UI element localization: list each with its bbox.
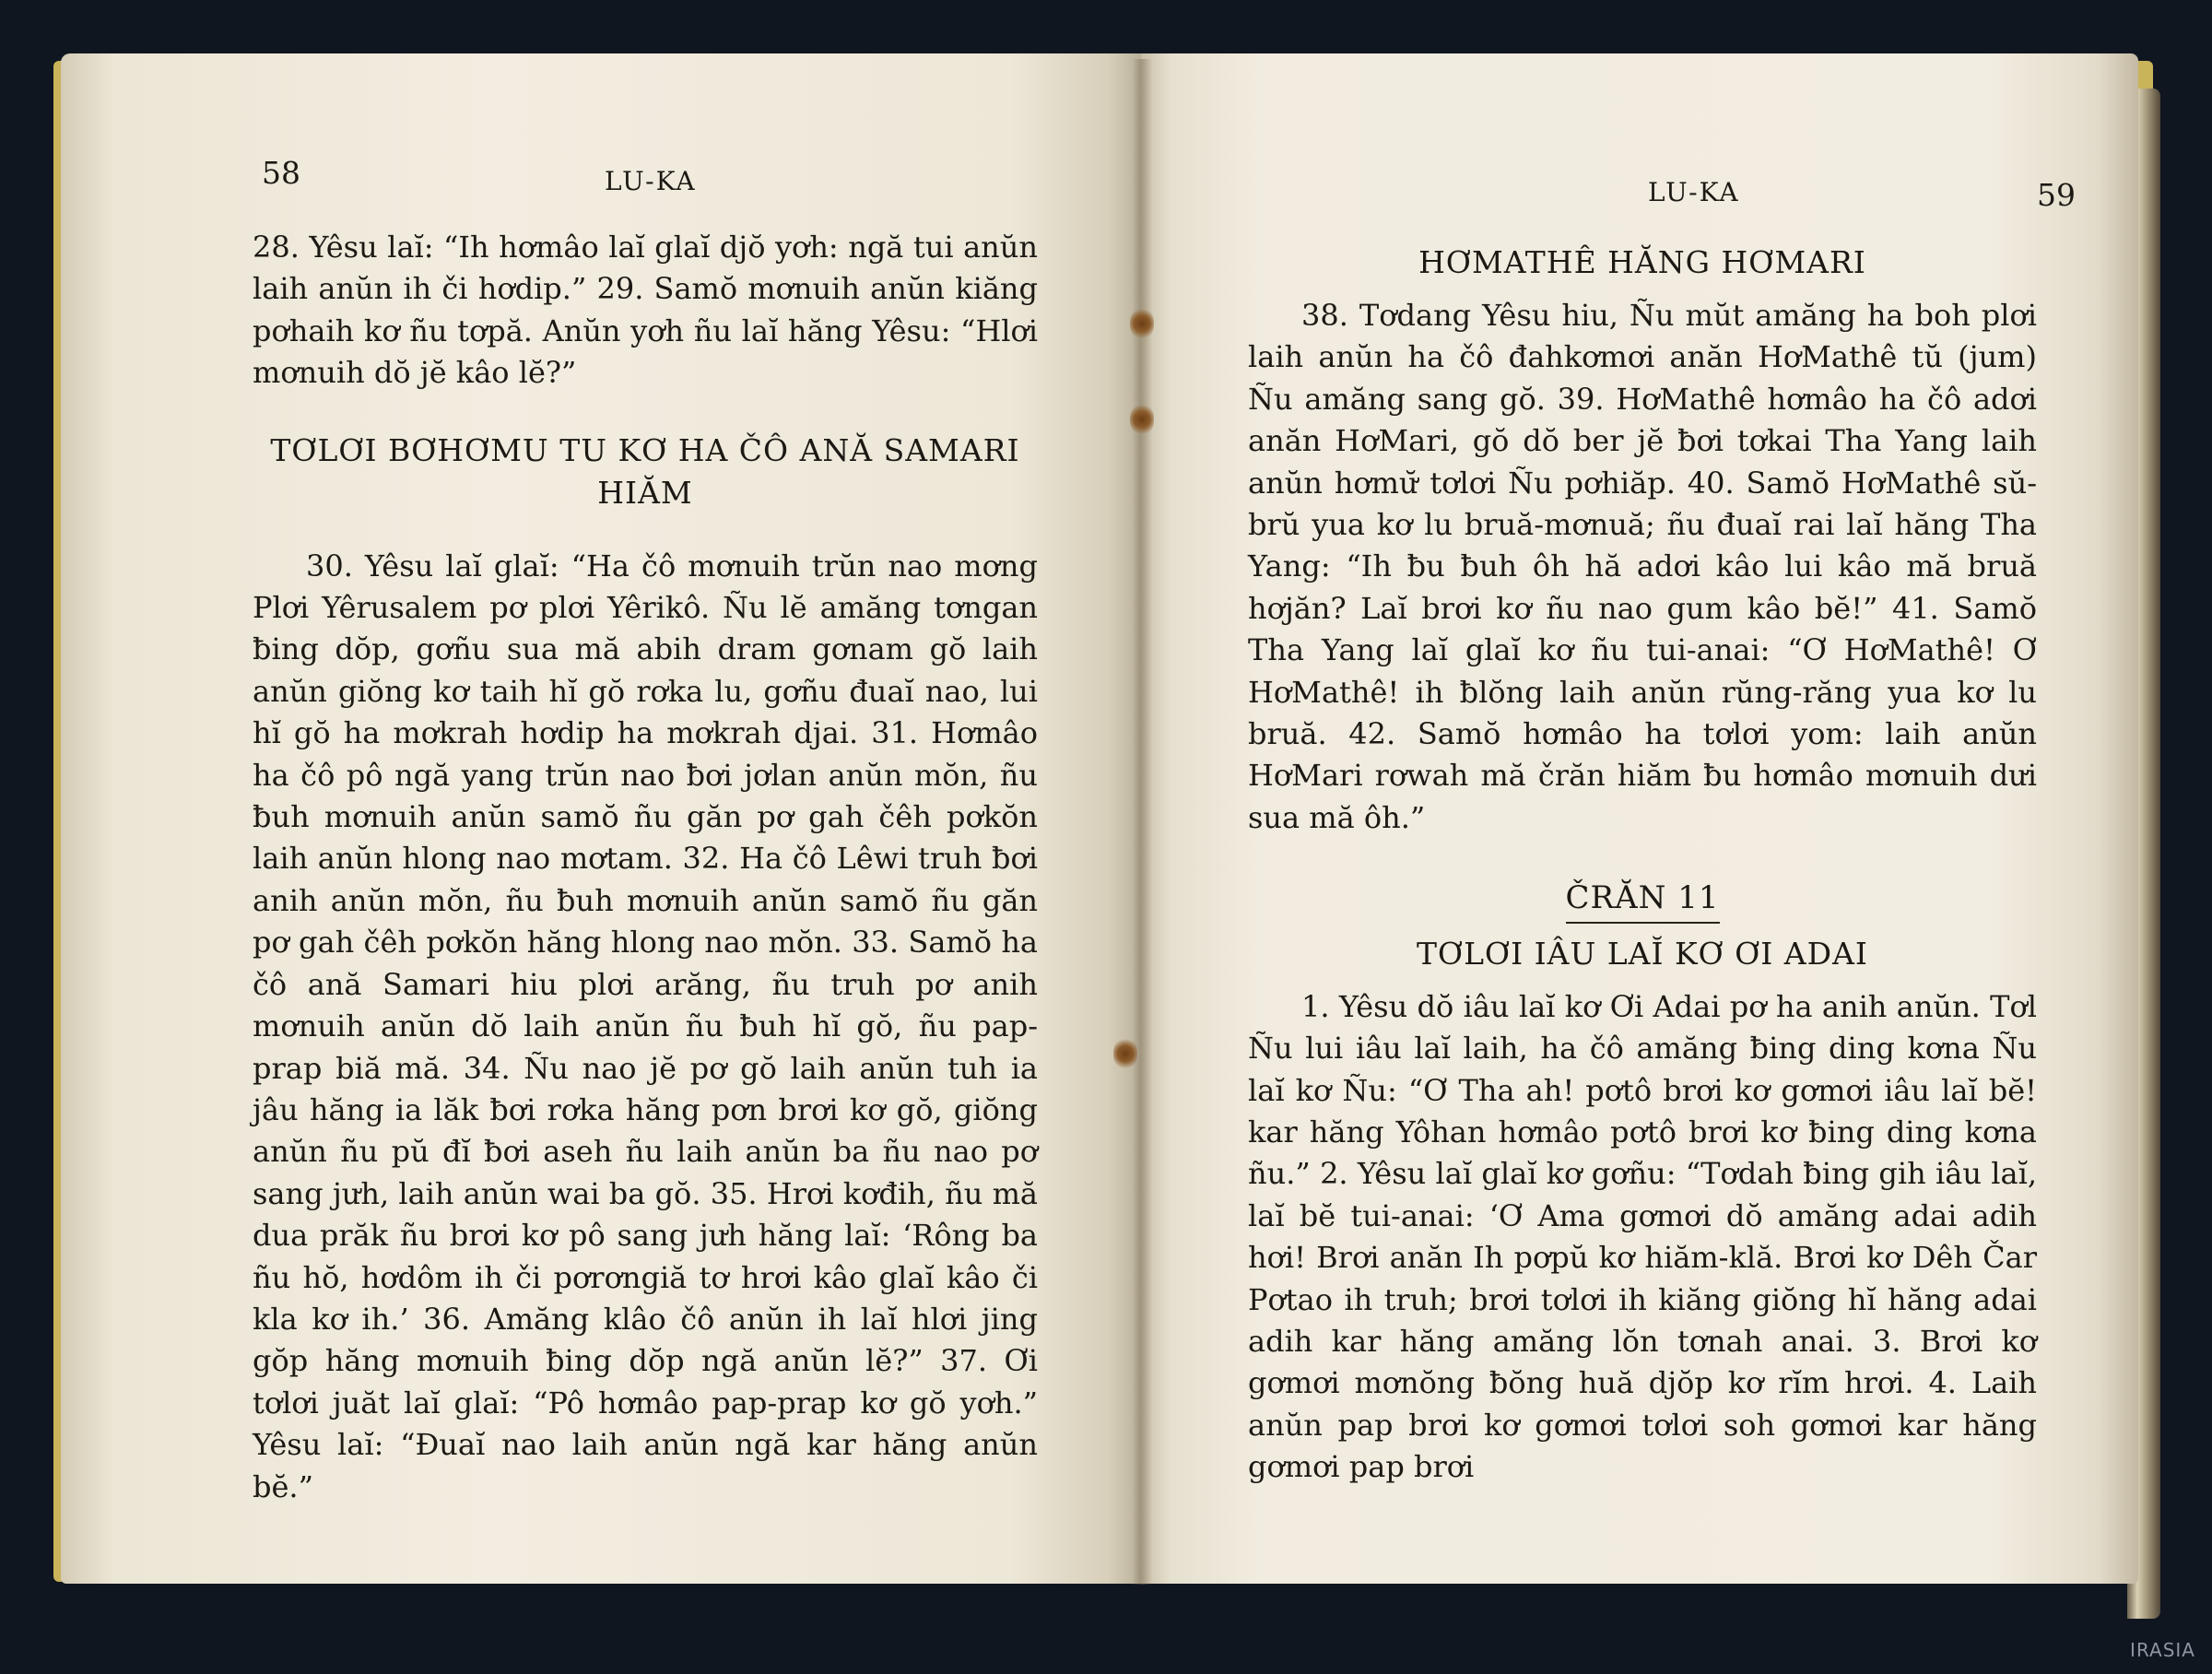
left-page-number: 58 [262, 155, 300, 191]
binding-stain-top [1130, 308, 1154, 339]
watermark: IRASIA [2130, 1639, 2195, 1661]
book-gutter [1132, 59, 1152, 1585]
section-title-martha-mary: HƠMATHÊ HĂNG HƠMARI [1418, 244, 1866, 280]
binding-stain-bottom [1113, 1038, 1137, 1069]
right-running-head: LU-KA [1648, 177, 1740, 207]
left-running-head: LU-KA [605, 166, 697, 196]
paragraph-intro: 28. Yêsu laĭ: “Ih hơmâo laĭ glaĭ djŏ yơh: ngă tui anŭn laih anŭn ih či hơdip.” 29. Samŏ mơnuih anŭn kiăng pơhaih kơ ñu tơpă. Anŭn yơh ñu laĭ hăng Yêsu: “Hlơi mơnuih dŏ jĕ kâo lĕ?” [253, 230, 1038, 391]
right-text-block [1248, 232, 2037, 1489]
section-title-samaritan: TƠLƠI BƠHƠMU TU KƠ HA ČÔ ANĂ SAMARI HIĂM [270, 431, 1020, 511]
left-page [61, 53, 1141, 1584]
chapter-heading-label: ČRĂN 11 [1566, 878, 1720, 923]
paragraph-samaritan: 30. Yêsu laĭ glaĭ: “Ha čô mơnuih trŭn nao mơng Plơi Yêrusalem pơ plơi Yêrikô. Ñu lĕ amăng tơngan ƀing dŏp, gơñu sua mă abih dram gơnam gŏ laih anŭn giŏng kơ taih hĭ gŏ rơka lu, gơñu đuaĭ nao, lui hĭ gŏ ha mơkrah hơdip ha mơkrah djai. 31. Hơmâo ha čô pô ngă yang trŭn nao ƀơi jơlan anŭn mŏn, ñu ƀuh mơnuih anŭn samŏ ñu găn pơ gah čêh pơkŏn laih anŭn hlong nao mơtam. 32. Ha čô Lêwi truh ƀơi anih anŭn mŏn, ñu ƀuh mơnuih anŭn samŏ ñu găn pơ gah čêh pơkŏn hăng hlong nao mŏn. 33. Samŏ ha čô ană Samari hiu plơi arăng, ñu truh pơ anih mơnuih anŭn dŏ laih anŭn ñu ƀuh hĭ gŏ, ñu pap-prap biă mă. 34. Ñu nao jĕ pơ gŏ laih anŭn tuh ia jâu hăng ia lăk ƀơi rơka hăng pơn brơi kơ gŏ, giŏng anŭn ñu pŭ đĭ ƀơi aseh ñu laih anŭn ba ñu nao pơ sang jưh, laih anŭn wai ba gŏ. 35. Hrơi kơđih, ñu mă dua prăk ñu brơi kơ pô sang jưh hăng laĭ: ‘Rông ba ñu hŏ, hơdôm ih či pơrơngiă tơ hrơi kâo glaĭ kâo či kla kơ ih.’ 36. Amăng klâo čô anŭn ih laĭ hlơi jing gŏp hăng mơnuih ƀing dŏp ngă anŭn lĕ?” 37. Ơi tơlơi juăt laĭ glaĭ: “Pô hơmâo pap-prap kơ gŏ yơh.” Yêsu laĭ: “Đuaĭ nao laih anŭn ngă kar hăng anŭn bĕ.” [253, 548, 1038, 1504]
right-page-number: 59 [2037, 177, 2076, 213]
section-title-prayer: TƠLƠI IÂU LAĬ KƠ ƠI ADAI [1417, 935, 1868, 972]
right-page [1141, 53, 2138, 1584]
binding-stain-middle [1130, 404, 1154, 435]
open-book [53, 53, 2164, 1587]
paragraph-martha-mary: 38. Tơdang Yêsu hiu, Ñu mŭt amăng ha boh plơi laih anŭn ha čô đahkơmơi anăn HơMathê tŭ (jum) Ñu amăng sang gŏ. 39. HơMathê hơmâo ha čô adơi anăn HơMari, gŏ dŏ ber jĕ ƀơi tơkai Tha Yang laih anŭn hơmư̆ tơlơi Ñu pơhiăp. 40. Samŏ HơMathê sŭ-brŭ yua kơ lu bruă-mơnuă; ñu đuaĭ rai laĭ hăng Tha Yang: “Ih ƀu ƀuh ôh hă adơi kâo lui kâo mă bruă hơjăn? Laĭ brơi kơ ñu nao gum kâo bĕ!” 41. Samŏ Tha Yang laĭ glaĭ kơ ñu tui-anai: “Ơ HơMathê! Ơ HơMathê! ih ƀlŏng laih anŭn rŭng-răng yua kơ lu bruă. 42. Samŏ hơmâo ha tơlơi yom: laih anŭn HơMari rơwah mă črăn hiăm ƀu hơmâo mơnuih dưi sua mă ôh.” [1248, 298, 2037, 835]
chapter-heading [1248, 878, 2037, 923]
left-text-block [253, 227, 1038, 1508]
paragraph-prayer: 1. Yêsu dŏ iâu laĭ kơ Ơi Adai pơ ha anih anŭn. Tơl Ñu lui iâu laĭ laih, ha čô amăng ƀing ding kơna Ñu laĭ kơ Ñu: “Ơ Tha ah! pơtô brơi kơ gơmơi iâu laĭ bĕ! kar hăng Yôhan hơmâo pơtô brơi kơ ƀing ding kơna ñu.” 2. Yêsu laĭ glaĭ kơ gơñu: “Tơdah ƀing gih iâu laĭ, laĭ bĕ tui-anai: ‘Ơ Ama gơmơi dŏ amăng adai adih hơi! Brơi anăn Ih pơpŭ kơ hiăm-klă. Brơi kơ Dêh Čar Pơtao ih truh; brơi tơlơi ih kiăng giŏng hĭ hăng adai adih kar hăng amăng lŏn tơnah anai. 3. Brơi kơ gơmơi mơnŏng ƀŏng huă djŏp kơ rĭm hrơi. 4. Laih anŭn pap brơi kơ gơmơi tơlơi soh gơmơi kar hăng gơmơi pap brơi [1248, 988, 2037, 1485]
